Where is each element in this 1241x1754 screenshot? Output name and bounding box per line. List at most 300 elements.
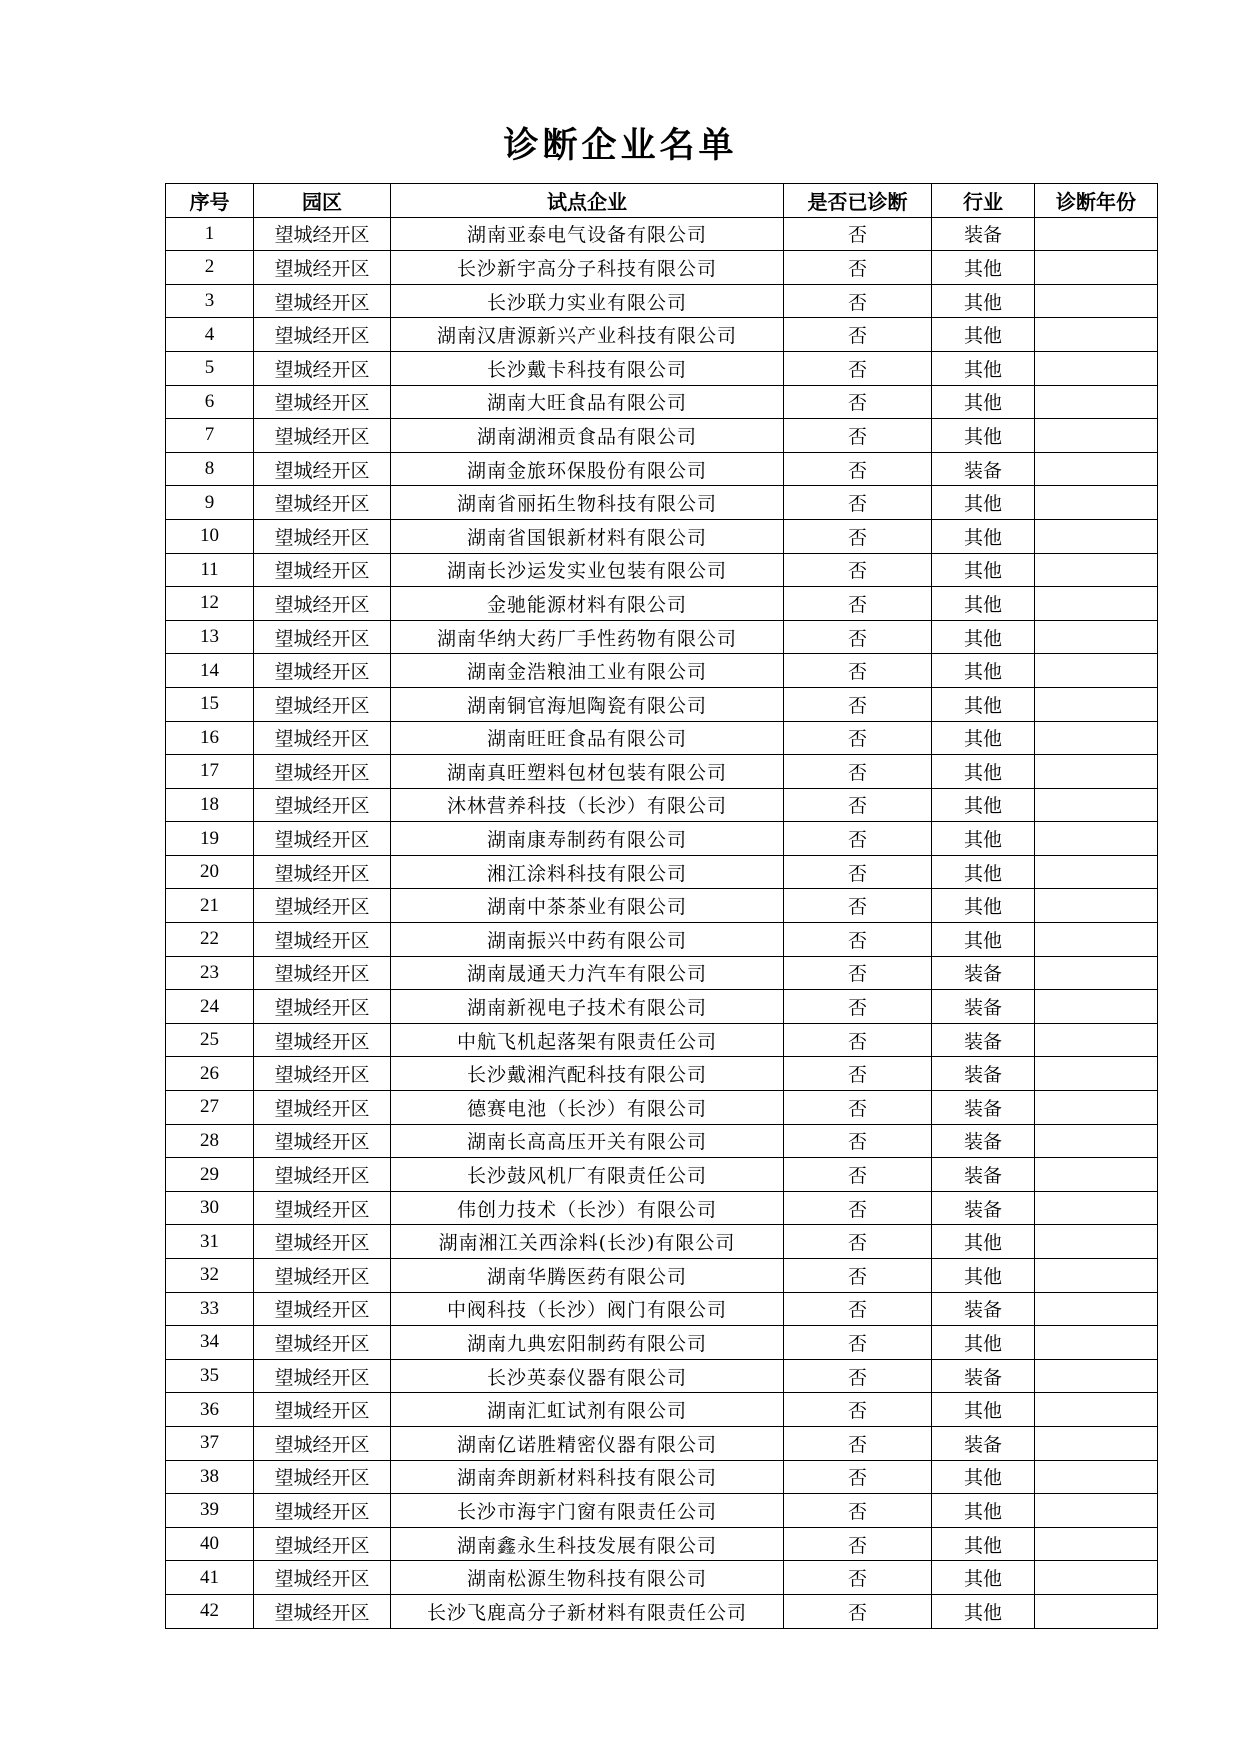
cell-year — [1035, 1292, 1158, 1326]
table-row — [166, 385, 1158, 419]
cell-park: 望城经开区 — [254, 1494, 391, 1528]
table-row — [166, 1594, 1158, 1628]
cell-park: 望城经开区 — [254, 1225, 391, 1259]
cell-industry: 其他 — [932, 1393, 1035, 1427]
cell-year — [1035, 1594, 1158, 1628]
cell-seq: 19 — [166, 822, 254, 856]
cell-park: 望城经开区 — [254, 1326, 391, 1360]
cell-park: 望城经开区 — [254, 956, 391, 990]
cell-year — [1035, 923, 1158, 957]
table-row — [166, 284, 1158, 318]
cell-diagnosed: 否 — [784, 1359, 932, 1393]
cell-industry: 其他 — [932, 855, 1035, 889]
cell-seq: 38 — [166, 1460, 254, 1494]
cell-company: 长沙市海宇门窗有限责任公司 — [391, 1494, 784, 1528]
cell-park: 望城经开区 — [254, 990, 391, 1024]
cell-diagnosed: 否 — [784, 1158, 932, 1192]
cell-diagnosed: 否 — [784, 1561, 932, 1595]
cell-company: 湖南省国银新材料有限公司 — [391, 519, 784, 553]
table-row — [166, 587, 1158, 621]
cell-year — [1035, 687, 1158, 721]
cell-seq: 14 — [166, 654, 254, 688]
cell-company: 湖南汉唐源新兴产业科技有限公司 — [391, 318, 784, 352]
cell-seq: 39 — [166, 1494, 254, 1528]
cell-company: 湖南长沙运发实业包装有限公司 — [391, 553, 784, 587]
table-row — [166, 519, 1158, 553]
cell-company: 湖南松源生物科技有限公司 — [391, 1561, 784, 1595]
cell-company: 长沙戴卡科技有限公司 — [391, 351, 784, 385]
cell-diagnosed: 否 — [784, 284, 932, 318]
cell-park: 望城经开区 — [254, 855, 391, 889]
cell-diagnosed: 否 — [784, 1057, 932, 1091]
cell-year — [1035, 956, 1158, 990]
table-row — [166, 822, 1158, 856]
table-header-row — [166, 184, 1158, 218]
cell-park: 望城经开区 — [254, 923, 391, 957]
cell-company: 长沙飞鹿高分子新材料有限责任公司 — [391, 1594, 784, 1628]
cell-industry: 其他 — [932, 788, 1035, 822]
header-seq: 序号 — [166, 184, 254, 218]
cell-seq: 29 — [166, 1158, 254, 1192]
cell-seq: 9 — [166, 486, 254, 520]
page-title: 诊断企业名单 — [503, 126, 738, 166]
cell-park: 望城经开区 — [254, 251, 391, 285]
cell-diagnosed: 否 — [784, 553, 932, 587]
cell-company: 湖南汇虹试剂有限公司 — [391, 1393, 784, 1427]
cell-company: 长沙鼓风机厂有限责任公司 — [391, 1158, 784, 1192]
cell-diagnosed: 否 — [784, 251, 932, 285]
cell-year — [1035, 1326, 1158, 1360]
cell-company: 湖南鑫永生科技发展有限公司 — [391, 1527, 784, 1561]
cell-year — [1035, 620, 1158, 654]
cell-industry: 其他 — [932, 419, 1035, 453]
cell-company: 湖南晟通天力汽车有限公司 — [391, 956, 784, 990]
cell-seq: 24 — [166, 990, 254, 1024]
cell-year — [1035, 755, 1158, 789]
cell-industry: 其他 — [932, 654, 1035, 688]
cell-industry: 装备 — [932, 1359, 1035, 1393]
cell-park: 望城经开区 — [254, 486, 391, 520]
cell-company: 湖南旺旺食品有限公司 — [391, 721, 784, 755]
cell-park: 望城经开区 — [254, 1091, 391, 1125]
cell-seq: 2 — [166, 251, 254, 285]
cell-diagnosed: 否 — [784, 1460, 932, 1494]
cell-year — [1035, 486, 1158, 520]
cell-diagnosed: 否 — [784, 889, 932, 923]
table-row — [166, 1158, 1158, 1192]
cell-company: 湖南大旺食品有限公司 — [391, 385, 784, 419]
cell-diagnosed: 否 — [784, 1259, 932, 1293]
cell-year — [1035, 1259, 1158, 1293]
cell-diagnosed: 否 — [784, 385, 932, 419]
cell-industry: 其他 — [932, 1460, 1035, 1494]
cell-company: 湖南长高高压开关有限公司 — [391, 1124, 784, 1158]
cell-year — [1035, 1225, 1158, 1259]
table-row — [166, 251, 1158, 285]
table-row — [166, 217, 1158, 251]
cell-year — [1035, 1527, 1158, 1561]
cell-industry: 装备 — [932, 1057, 1035, 1091]
header-company: 试点企业 — [391, 184, 784, 218]
cell-park: 望城经开区 — [254, 318, 391, 352]
cell-park: 望城经开区 — [254, 452, 391, 486]
cell-company: 长沙新宇高分子科技有限公司 — [391, 251, 784, 285]
cell-diagnosed: 否 — [784, 1225, 932, 1259]
cell-year — [1035, 553, 1158, 587]
cell-year — [1035, 419, 1158, 453]
cell-industry: 装备 — [932, 956, 1035, 990]
cell-industry: 其他 — [932, 553, 1035, 587]
cell-park: 望城经开区 — [254, 1158, 391, 1192]
cell-park: 望城经开区 — [254, 1124, 391, 1158]
cell-year — [1035, 385, 1158, 419]
cell-seq: 12 — [166, 587, 254, 621]
cell-seq: 23 — [166, 956, 254, 990]
table-row — [166, 486, 1158, 520]
cell-seq: 36 — [166, 1393, 254, 1427]
table-row — [166, 1292, 1158, 1326]
cell-diagnosed: 否 — [784, 1191, 932, 1225]
cell-seq: 5 — [166, 351, 254, 385]
cell-year — [1035, 1191, 1158, 1225]
cell-company: 湖南奔朗新材料科技有限公司 — [391, 1460, 784, 1494]
cell-company: 德赛电池（长沙）有限公司 — [391, 1091, 784, 1125]
cell-company: 湖南省丽拓生物科技有限公司 — [391, 486, 784, 520]
cell-company: 湖南铜官海旭陶瓷有限公司 — [391, 687, 784, 721]
cell-industry: 装备 — [932, 1091, 1035, 1125]
table-row — [166, 889, 1158, 923]
header-year: 诊断年份 — [1035, 184, 1158, 218]
cell-year — [1035, 1091, 1158, 1125]
cell-year — [1035, 1393, 1158, 1427]
cell-park: 望城经开区 — [254, 351, 391, 385]
cell-diagnosed: 否 — [784, 351, 932, 385]
cell-company: 湖南湖湘贡食品有限公司 — [391, 419, 784, 453]
cell-industry: 其他 — [932, 385, 1035, 419]
cell-park: 望城经开区 — [254, 788, 391, 822]
cell-year — [1035, 654, 1158, 688]
cell-industry: 装备 — [932, 990, 1035, 1024]
cell-seq: 35 — [166, 1359, 254, 1393]
cell-industry: 其他 — [932, 721, 1035, 755]
cell-diagnosed: 否 — [784, 587, 932, 621]
cell-year — [1035, 519, 1158, 553]
cell-diagnosed: 否 — [784, 318, 932, 352]
table-row — [166, 1393, 1158, 1427]
table-row — [166, 1191, 1158, 1225]
table-row — [166, 1561, 1158, 1595]
cell-park: 望城经开区 — [254, 1594, 391, 1628]
cell-diagnosed: 否 — [784, 1124, 932, 1158]
cell-seq: 34 — [166, 1326, 254, 1360]
cell-company: 湖南金旅环保股份有限公司 — [391, 452, 784, 486]
cell-park: 望城经开区 — [254, 1527, 391, 1561]
cell-industry: 其他 — [932, 923, 1035, 957]
table-row — [166, 1494, 1158, 1528]
cell-seq: 40 — [166, 1527, 254, 1561]
cell-industry: 其他 — [932, 251, 1035, 285]
table-row — [166, 1057, 1158, 1091]
cell-park: 望城经开区 — [254, 519, 391, 553]
table-row — [166, 1023, 1158, 1057]
cell-industry: 装备 — [932, 1158, 1035, 1192]
cell-year — [1035, 318, 1158, 352]
table-row — [166, 956, 1158, 990]
cell-seq: 7 — [166, 419, 254, 453]
cell-park: 望城经开区 — [254, 1292, 391, 1326]
cell-year — [1035, 721, 1158, 755]
cell-seq: 26 — [166, 1057, 254, 1091]
cell-diagnosed: 否 — [784, 990, 932, 1024]
cell-industry: 其他 — [932, 284, 1035, 318]
cell-park: 望城经开区 — [254, 385, 391, 419]
cell-park: 望城经开区 — [254, 822, 391, 856]
table-row — [166, 1326, 1158, 1360]
table-row — [166, 788, 1158, 822]
cell-year — [1035, 284, 1158, 318]
cell-year — [1035, 1124, 1158, 1158]
cell-company: 湖南亿诺胜精密仪器有限公司 — [391, 1426, 784, 1460]
table-row — [166, 1259, 1158, 1293]
cell-diagnosed: 否 — [784, 822, 932, 856]
table-row — [166, 1091, 1158, 1125]
cell-seq: 22 — [166, 923, 254, 957]
cell-company: 湖南金浩粮油工业有限公司 — [391, 654, 784, 688]
cell-park: 望城经开区 — [254, 419, 391, 453]
table-row — [166, 1359, 1158, 1393]
cell-park: 望城经开区 — [254, 755, 391, 789]
cell-company: 伟创力技术（长沙）有限公司 — [391, 1191, 784, 1225]
cell-industry: 其他 — [932, 889, 1035, 923]
cell-diagnosed: 否 — [784, 721, 932, 755]
cell-diagnosed: 否 — [784, 923, 932, 957]
cell-company: 湖南新视电子技术有限公司 — [391, 990, 784, 1024]
cell-company: 长沙英泰仪器有限公司 — [391, 1359, 784, 1393]
table-row — [166, 620, 1158, 654]
cell-park: 望城经开区 — [254, 654, 391, 688]
cell-industry: 其他 — [932, 1326, 1035, 1360]
table-row — [166, 419, 1158, 453]
cell-industry: 装备 — [932, 1191, 1035, 1225]
cell-industry: 装备 — [932, 217, 1035, 251]
cell-diagnosed: 否 — [784, 654, 932, 688]
table-row — [166, 855, 1158, 889]
cell-year — [1035, 251, 1158, 285]
cell-year — [1035, 788, 1158, 822]
cell-industry: 其他 — [932, 687, 1035, 721]
cell-diagnosed: 否 — [784, 1426, 932, 1460]
cell-park: 望城经开区 — [254, 889, 391, 923]
table-row — [166, 990, 1158, 1024]
cell-industry: 其他 — [932, 822, 1035, 856]
cell-diagnosed: 否 — [784, 755, 932, 789]
cell-company: 湖南华纳大药厂手性药物有限公司 — [391, 620, 784, 654]
cell-diagnosed: 否 — [784, 419, 932, 453]
cell-year — [1035, 1426, 1158, 1460]
cell-seq: 25 — [166, 1023, 254, 1057]
cell-industry: 其他 — [932, 1494, 1035, 1528]
cell-diagnosed: 否 — [784, 1292, 932, 1326]
cell-industry: 其他 — [932, 1594, 1035, 1628]
cell-seq: 18 — [166, 788, 254, 822]
cell-seq: 11 — [166, 553, 254, 587]
table-body — [166, 217, 1158, 1628]
cell-diagnosed: 否 — [784, 1393, 932, 1427]
table-row — [166, 553, 1158, 587]
cell-seq: 20 — [166, 855, 254, 889]
table-row — [166, 351, 1158, 385]
cell-company: 湖南振兴中药有限公司 — [391, 923, 784, 957]
cell-seq: 17 — [166, 755, 254, 789]
table-row — [166, 1460, 1158, 1494]
cell-seq: 16 — [166, 721, 254, 755]
cell-industry: 其他 — [932, 486, 1035, 520]
enterprise-table — [165, 183, 1158, 1629]
cell-industry: 装备 — [932, 1426, 1035, 1460]
cell-company: 湖南中茶茶业有限公司 — [391, 889, 784, 923]
cell-industry: 其他 — [932, 1225, 1035, 1259]
cell-industry: 其他 — [932, 1561, 1035, 1595]
cell-industry: 其他 — [932, 755, 1035, 789]
cell-company: 金驰能源材料有限公司 — [391, 587, 784, 621]
cell-park: 望城经开区 — [254, 687, 391, 721]
cell-year — [1035, 1460, 1158, 1494]
cell-diagnosed: 否 — [784, 1091, 932, 1125]
cell-park: 望城经开区 — [254, 1191, 391, 1225]
cell-diagnosed: 否 — [784, 1023, 932, 1057]
cell-year — [1035, 855, 1158, 889]
cell-diagnosed: 否 — [784, 1326, 932, 1360]
cell-year — [1035, 217, 1158, 251]
cell-seq: 41 — [166, 1561, 254, 1595]
cell-industry: 其他 — [932, 620, 1035, 654]
cell-year — [1035, 889, 1158, 923]
table-row — [166, 654, 1158, 688]
cell-year — [1035, 1057, 1158, 1091]
cell-year — [1035, 351, 1158, 385]
cell-park: 望城经开区 — [254, 1460, 391, 1494]
cell-diagnosed: 否 — [784, 956, 932, 990]
cell-seq: 33 — [166, 1292, 254, 1326]
cell-seq: 42 — [166, 1594, 254, 1628]
cell-park: 望城经开区 — [254, 553, 391, 587]
cell-industry: 其他 — [932, 587, 1035, 621]
table-row — [166, 452, 1158, 486]
table-row — [166, 721, 1158, 755]
cell-industry: 其他 — [932, 1527, 1035, 1561]
cell-company: 湖南九典宏阳制药有限公司 — [391, 1326, 784, 1360]
cell-diagnosed: 否 — [784, 1494, 932, 1528]
cell-seq: 31 — [166, 1225, 254, 1259]
cell-seq: 4 — [166, 318, 254, 352]
table-row — [166, 755, 1158, 789]
cell-seq: 3 — [166, 284, 254, 318]
cell-park: 望城经开区 — [254, 721, 391, 755]
cell-industry: 其他 — [932, 318, 1035, 352]
cell-park: 望城经开区 — [254, 217, 391, 251]
cell-year — [1035, 587, 1158, 621]
table-row — [166, 923, 1158, 957]
cell-park: 望城经开区 — [254, 620, 391, 654]
cell-industry: 装备 — [932, 1023, 1035, 1057]
cell-seq: 6 — [166, 385, 254, 419]
cell-seq: 21 — [166, 889, 254, 923]
cell-seq: 13 — [166, 620, 254, 654]
cell-company: 中航飞机起落架有限责任公司 — [391, 1023, 784, 1057]
cell-industry: 装备 — [932, 1292, 1035, 1326]
cell-diagnosed: 否 — [784, 217, 932, 251]
cell-year — [1035, 1359, 1158, 1393]
cell-seq: 15 — [166, 687, 254, 721]
cell-park: 望城经开区 — [254, 1057, 391, 1091]
cell-park: 望城经开区 — [254, 1393, 391, 1427]
cell-year — [1035, 452, 1158, 486]
cell-industry: 其他 — [932, 519, 1035, 553]
cell-diagnosed: 否 — [784, 1527, 932, 1561]
cell-year — [1035, 822, 1158, 856]
cell-park: 望城经开区 — [254, 1561, 391, 1595]
cell-company: 湖南真旺塑料包材包装有限公司 — [391, 755, 784, 789]
cell-seq: 30 — [166, 1191, 254, 1225]
cell-diagnosed: 否 — [784, 486, 932, 520]
cell-park: 望城经开区 — [254, 1259, 391, 1293]
cell-year — [1035, 1023, 1158, 1057]
header-diagnosed: 是否已诊断 — [784, 184, 932, 218]
cell-year — [1035, 990, 1158, 1024]
cell-company: 湖南亚泰电气设备有限公司 — [391, 217, 784, 251]
cell-company: 长沙联力实业有限公司 — [391, 284, 784, 318]
cell-company: 湖南湘江关西涂料(长沙)有限公司 — [391, 1225, 784, 1259]
cell-seq: 8 — [166, 452, 254, 486]
cell-company: 湖南华腾医药有限公司 — [391, 1259, 784, 1293]
cell-park: 望城经开区 — [254, 1426, 391, 1460]
cell-park: 望城经开区 — [254, 587, 391, 621]
table-row — [166, 1225, 1158, 1259]
cell-seq: 1 — [166, 217, 254, 251]
cell-seq: 28 — [166, 1124, 254, 1158]
cell-year — [1035, 1561, 1158, 1595]
cell-park: 望城经开区 — [254, 1023, 391, 1057]
cell-diagnosed: 否 — [784, 620, 932, 654]
cell-park: 望城经开区 — [254, 284, 391, 318]
cell-year — [1035, 1494, 1158, 1528]
cell-industry: 装备 — [932, 452, 1035, 486]
cell-industry: 装备 — [932, 1124, 1035, 1158]
table-row — [166, 1527, 1158, 1561]
cell-company: 中阀科技（长沙）阀门有限公司 — [391, 1292, 784, 1326]
cell-diagnosed: 否 — [784, 1594, 932, 1628]
cell-seq: 10 — [166, 519, 254, 553]
header-park: 园区 — [254, 184, 391, 218]
cell-year — [1035, 1158, 1158, 1192]
cell-diagnosed: 否 — [784, 687, 932, 721]
cell-company: 湘江涂料科技有限公司 — [391, 855, 784, 889]
cell-diagnosed: 否 — [784, 855, 932, 889]
cell-company: 湖南康寿制药有限公司 — [391, 822, 784, 856]
cell-diagnosed: 否 — [784, 788, 932, 822]
table-row — [166, 318, 1158, 352]
cell-seq: 32 — [166, 1259, 254, 1293]
table-row — [166, 1426, 1158, 1460]
cell-company: 长沙戴湘汽配科技有限公司 — [391, 1057, 784, 1091]
cell-industry: 其他 — [932, 1259, 1035, 1293]
cell-diagnosed: 否 — [784, 452, 932, 486]
table-row — [166, 687, 1158, 721]
cell-diagnosed: 否 — [784, 519, 932, 553]
table-row — [166, 1124, 1158, 1158]
cell-industry: 其他 — [932, 351, 1035, 385]
cell-park: 望城经开区 — [254, 1359, 391, 1393]
